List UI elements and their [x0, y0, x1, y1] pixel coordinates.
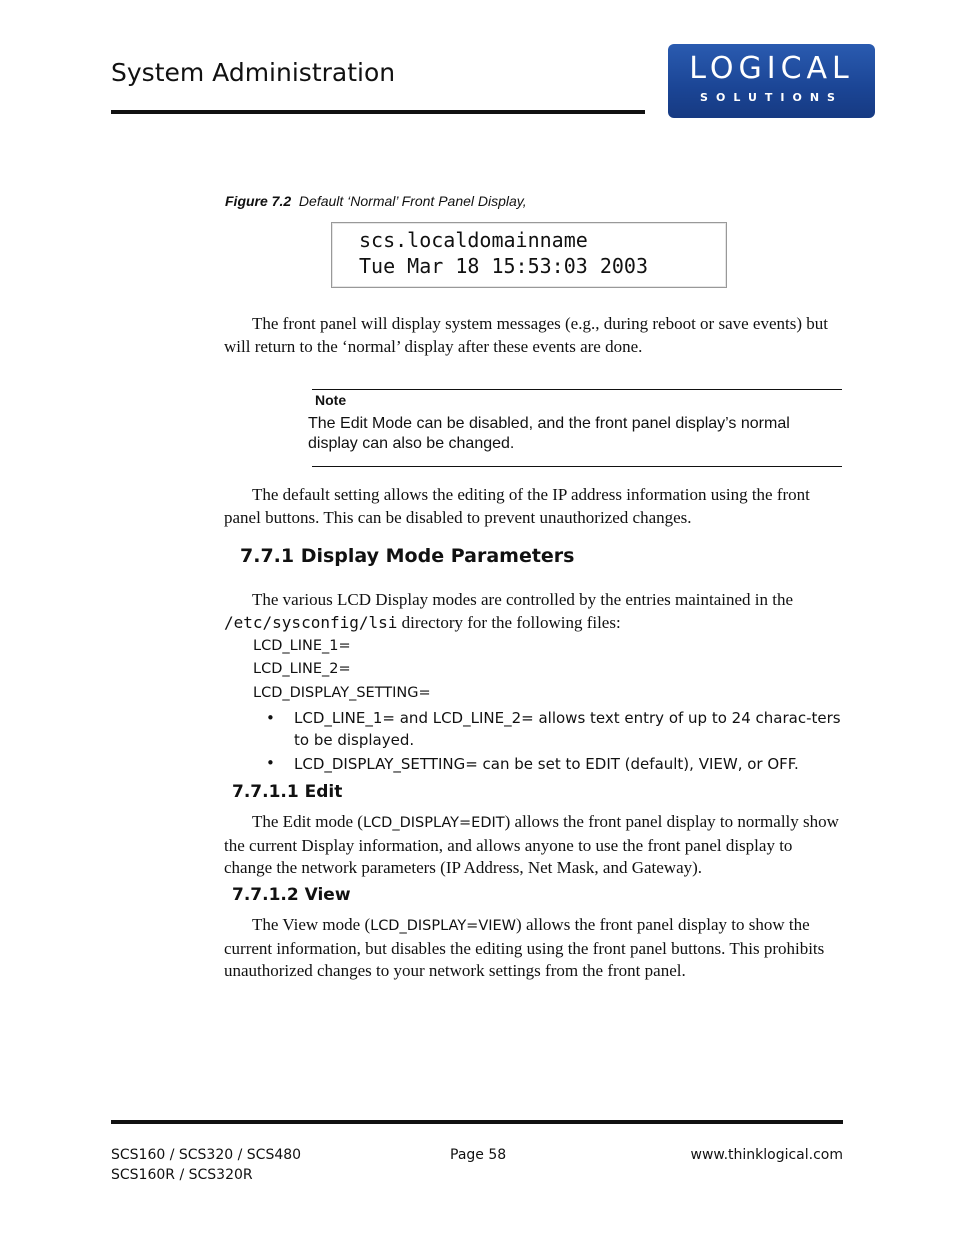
intro-text-a: The various LCD Display modes are controlled by the entries maintained in the [252, 590, 794, 609]
view-mode-code: LCD_DISPLAY=VIEW [370, 918, 517, 934]
edit-text-a: The Edit mode ( [252, 812, 363, 831]
header-rule [111, 110, 645, 114]
paragraph-lcd-display-modes [224, 589, 841, 634]
file-entry-lcd-display-setting: LCD_DISPLAY_SETTING= [253, 685, 431, 701]
footer-website: www.thinklogical.com [690, 1147, 843, 1163]
subsection-heading-edit: 7.7.1.1 Edit [232, 782, 343, 802]
bullet-item-line-entry: LCD_LINE_1= and LCD_LINE_2= allows text entry of up to 24 charac-ters to be displayed. [294, 709, 841, 749]
logo-subtitle: SOLUTIONS [700, 91, 843, 104]
section-heading-display-mode-parameters: 7.7.1 Display Mode Parameters [240, 545, 575, 567]
paragraph-default-setting: The default setting allows the editing of the IP address information using the front panel buttons. This can be disabled to prevent unauthorized changes. [224, 485, 810, 527]
lcd-line-2: Tue Mar 18 15:53:03 2003 [359, 254, 648, 278]
figure-number: Figure 7.2 [225, 193, 292, 209]
paragraph-view-mode [224, 914, 841, 983]
view-text-a: The View mode ( [252, 915, 371, 934]
note-text: The Edit Mode can be disabled, and the front panel display’s normal display can also be changed. [308, 415, 790, 452]
file-entry-lcd-line-1: LCD_LINE_1= [253, 638, 351, 654]
page-header-title: System Administration [111, 58, 396, 87]
edit-text-b: ) allows the front panel display to normally show the current Display information, and allows anyone to use the front panel display to change the network parameters (IP Address, Net Mask, and Gateway). [224, 812, 839, 877]
logo-wordmark: LOGICAL [689, 51, 854, 86]
note-box [308, 389, 842, 467]
bullet-marker: • [266, 709, 275, 727]
paragraph-edit-mode [224, 811, 841, 880]
logical-solutions-logo [668, 44, 875, 118]
lcd-display-figure [331, 222, 727, 288]
lcd-line-1: scs.localdomainname [359, 228, 588, 252]
file-entry-lcd-line-2: LCD_LINE_2= [253, 661, 351, 677]
footer-models [111, 1145, 301, 1185]
bullet-item-display-setting: LCD_DISPLAY_SETTING= can be set to EDIT (default), VIEW, or OFF. [294, 755, 799, 773]
footer-models-line-1: SCS160 / SCS320 / SCS480 [111, 1147, 302, 1163]
figure-caption [225, 193, 527, 209]
sysconfig-path: /etc/sysconfig/lsi [224, 612, 398, 632]
figure-caption-text: Default ‘Normal’ Front Panel Display, [298, 193, 527, 209]
bullet-marker: • [266, 754, 275, 772]
subsection-heading-view: 7.7.1.2 View [232, 885, 351, 905]
paragraph-front-panel-messages: The front panel will display system messages (e.g., during reboot or save events) but will return to the ‘normal’ display after these events are done. [224, 314, 828, 356]
intro-text-b: directory for the following files: [397, 612, 621, 632]
edit-mode-code: LCD_DISPLAY=EDIT [362, 815, 505, 831]
footer-rule [111, 1120, 843, 1124]
note-label: Note [315, 392, 347, 408]
footer-page-number: Page 58 [450, 1147, 507, 1163]
view-text-b: ) allows the front panel display to show the current information, but disables the editing using the front panel buttons. This prohibits unauthorized changes to your network settings from the front panel. [224, 915, 825, 980]
footer-models-line-2: SCS160R / SCS320R [111, 1167, 253, 1183]
